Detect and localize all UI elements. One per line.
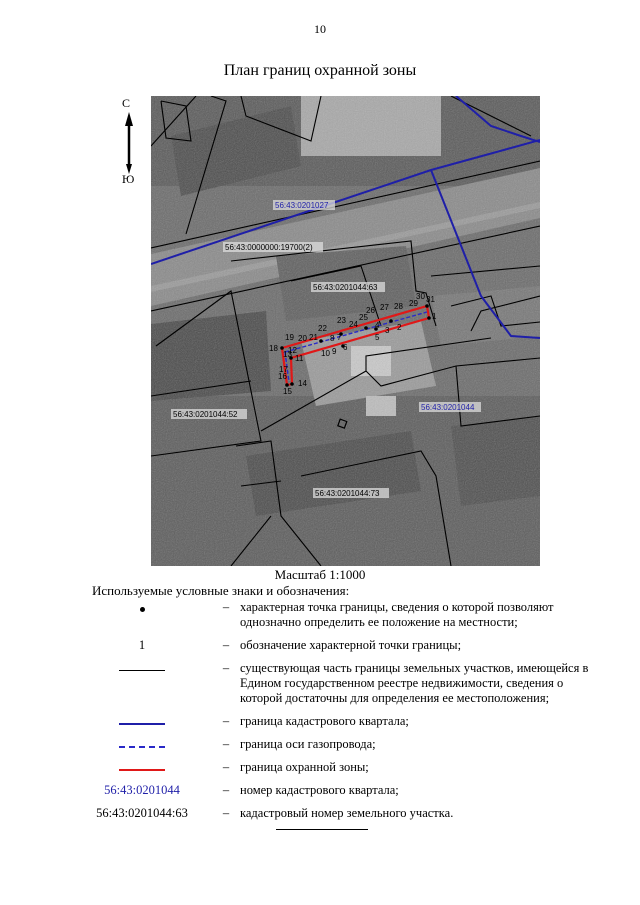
legend-title: Используемые условные знаки и обозначения: bbox=[92, 583, 350, 598]
map-point-label: 17 bbox=[279, 365, 288, 374]
map-point-label: 13 bbox=[283, 350, 292, 359]
legend bbox=[72, 600, 592, 829]
legend-row bbox=[72, 714, 592, 729]
point-number-sample: 1 bbox=[138, 638, 146, 652]
quarter-number-sample: 56:43:0201044 bbox=[104, 783, 180, 797]
map-point-label: 24 bbox=[349, 320, 358, 329]
map-point-label: 20 bbox=[298, 334, 307, 343]
legend-dash: – bbox=[222, 638, 230, 652]
map-point-label: 27 bbox=[380, 303, 389, 312]
legend-row bbox=[72, 638, 592, 653]
legend-desc: граница кадастрового квартала; bbox=[240, 714, 409, 728]
map-point-label: 7 bbox=[337, 333, 342, 342]
legend-desc: граница охранной зоны; bbox=[240, 760, 369, 774]
gas-axis-line-icon bbox=[119, 746, 165, 748]
map-point-label: 16 bbox=[278, 372, 287, 381]
map-point-label: 22 bbox=[318, 324, 327, 333]
legend-desc: обозначение характерной точки границы; bbox=[240, 638, 462, 652]
legend-row bbox=[72, 783, 592, 798]
north-label: С bbox=[122, 96, 131, 110]
map-image bbox=[151, 96, 540, 566]
legend-row bbox=[72, 760, 592, 775]
legend-desc: существующая часть границы земельных участков, имеющейся в Едином государственном реестре недвижимости, сведения о которой достаточны для определения ее местоположения; bbox=[240, 661, 589, 705]
map-point-label: 12 bbox=[288, 346, 297, 355]
legend-dash: – bbox=[222, 661, 230, 675]
map-point-label: 14 bbox=[298, 379, 307, 388]
legend-dash: – bbox=[222, 714, 230, 728]
boundary-point-dot-icon bbox=[140, 607, 145, 612]
south-label: Ю bbox=[122, 172, 135, 186]
map-scale: Масштаб 1:1000 bbox=[274, 567, 366, 582]
map-label-quarter-1044: 56:43:0201044 bbox=[421, 403, 475, 412]
page-number: 10 bbox=[314, 22, 326, 36]
quarter-boundary-line-icon bbox=[119, 723, 165, 725]
map-point-label: 15 bbox=[283, 387, 292, 396]
cadastral-map[interactable] bbox=[151, 96, 540, 566]
map-point-label: 31 bbox=[426, 295, 435, 304]
legend-desc: кадастровый номер земельного участка. bbox=[240, 806, 454, 820]
map-point-label: 30 bbox=[416, 292, 425, 301]
map-point-label: 4 bbox=[375, 321, 380, 330]
map-point-label: 6 bbox=[343, 343, 348, 352]
legend-desc: характерная точка границы, сведения о которой позволяют однозначно определить ее положение на местности; bbox=[240, 600, 554, 629]
parcel-boundary-line-icon bbox=[119, 670, 165, 671]
map-point-label: 19 bbox=[285, 333, 294, 342]
legend-dash: – bbox=[222, 737, 230, 751]
legend-dash: – bbox=[222, 760, 230, 774]
page-title: План границ охранной зоны bbox=[223, 62, 417, 79]
protection-zone-line-icon bbox=[119, 769, 165, 771]
map-point-label: 29 bbox=[409, 299, 418, 308]
map-label-parcel-19700: 56:43:0000000:19700(2) bbox=[225, 243, 313, 252]
map-point-label: 23 bbox=[337, 316, 346, 325]
map-point-label: 5 bbox=[375, 333, 380, 342]
legend-row bbox=[72, 737, 592, 752]
map-label-quarter-1027: 56:43:0201027 bbox=[275, 201, 329, 210]
map-point-label: 2 bbox=[397, 323, 402, 332]
legend-row bbox=[72, 600, 592, 630]
legend-dash: – bbox=[222, 806, 230, 820]
legend-dash: – bbox=[222, 600, 230, 614]
map-point-label: 1 bbox=[432, 312, 437, 321]
parcel-number-sample: 56:43:0201044:63 bbox=[96, 806, 188, 820]
map-point-label: 3 bbox=[385, 326, 390, 335]
map-point-label: 25 bbox=[359, 313, 368, 322]
map-label-parcel-73: 56:43:0201044:73 bbox=[315, 489, 380, 498]
map-point-label: 21 bbox=[309, 333, 318, 342]
legend-desc: граница оси газопровода; bbox=[240, 737, 376, 751]
map-point-label: 10 bbox=[321, 349, 330, 358]
legend-desc: номер кадастрового квартала; bbox=[240, 783, 399, 797]
map-point-label: 26 bbox=[366, 306, 375, 315]
map-point-label: 11 bbox=[295, 354, 304, 363]
map-point-label: 28 bbox=[394, 302, 403, 311]
map-label-parcel-52: 56:43:0201044:52 bbox=[173, 410, 238, 419]
map-point-label: 18 bbox=[269, 344, 278, 353]
map-point-label: 8 bbox=[330, 334, 335, 343]
map-label-parcel-63: 56:43:0201044:63 bbox=[313, 283, 378, 292]
legend-row bbox=[72, 661, 592, 706]
bottom-divider bbox=[276, 829, 368, 830]
legend-dash: – bbox=[222, 783, 230, 797]
legend-row bbox=[72, 806, 592, 821]
map-point-label: 9 bbox=[332, 347, 337, 356]
north-arrow bbox=[116, 96, 142, 188]
